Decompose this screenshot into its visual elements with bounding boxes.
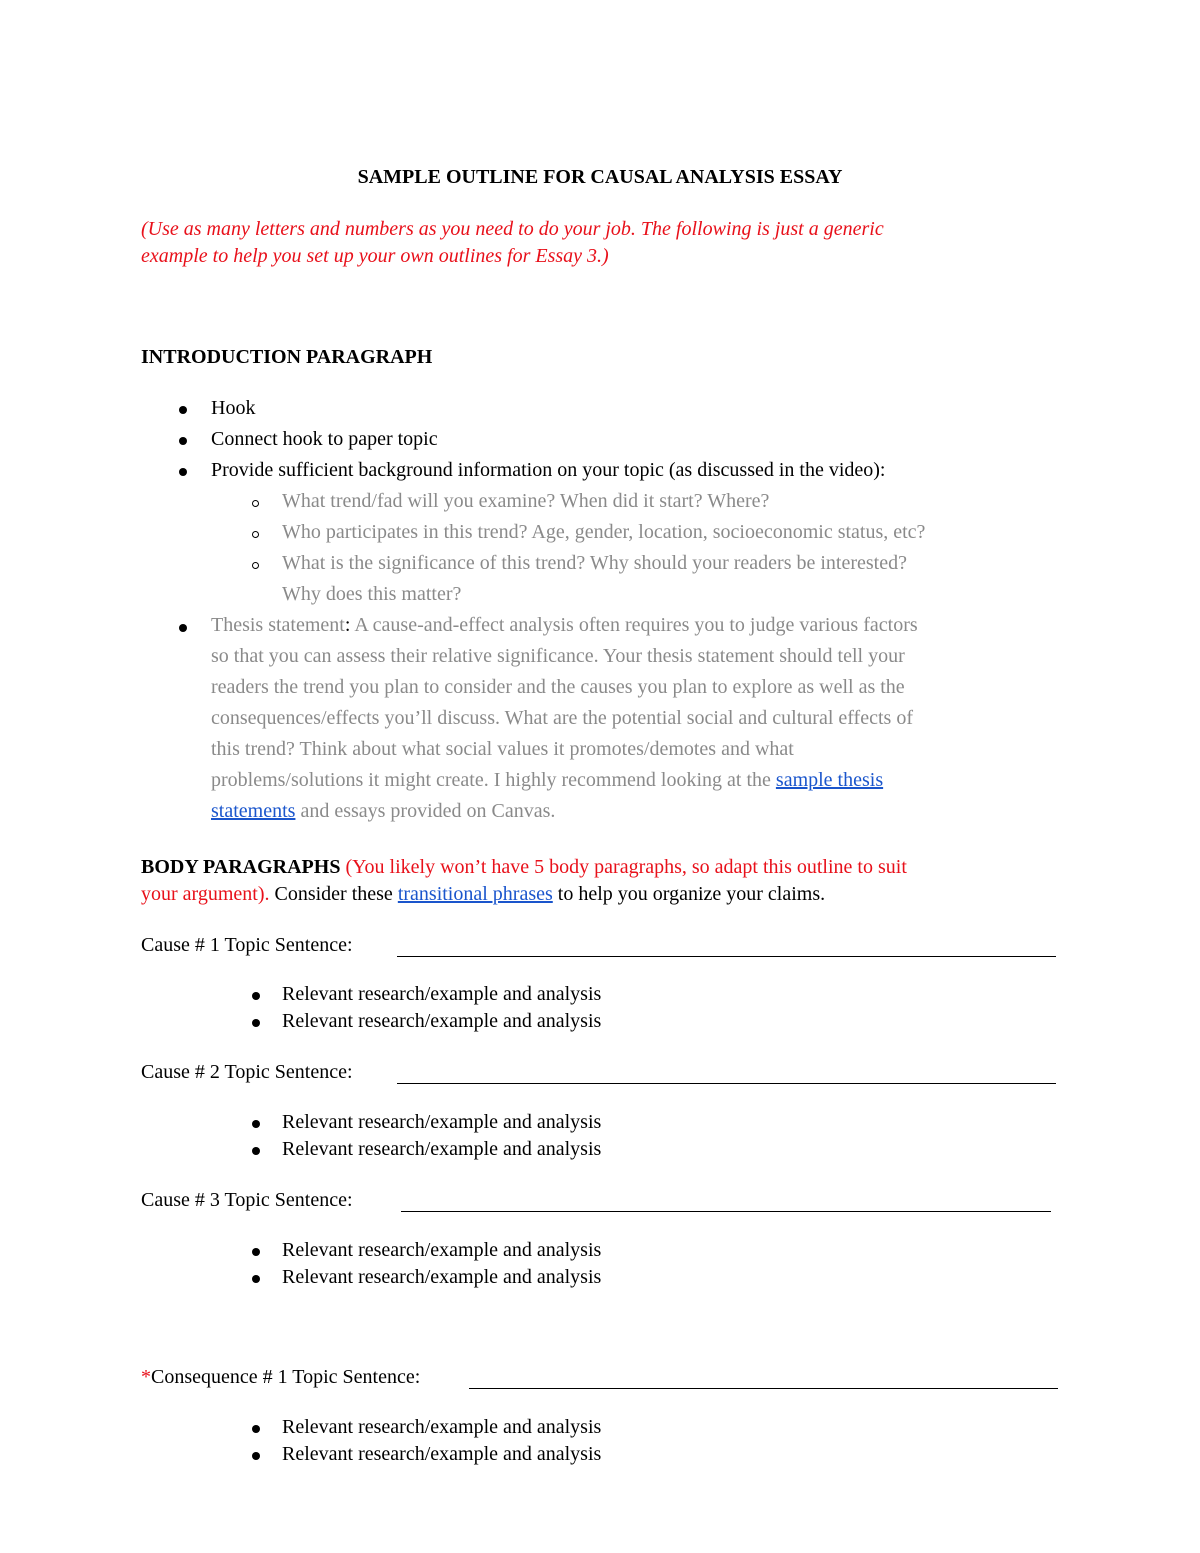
cause-1-blank-line[interactable] [397,956,1056,957]
consequence-1-item-1: Relevant research/example and analysis [282,1416,602,1438]
cause-2-blank-line[interactable] [397,1083,1056,1084]
bullet-icon [252,992,260,1000]
body-red-note-1: (You likely won’t have 5 body paragraphs, so adapt this outline to suit [340,856,907,878]
thesis-colon: : [344,614,355,636]
hollow-bullet-icon [252,500,259,507]
instruction-note-line-1: (Use as many letters and numbers as you need to do your job. The following is just a generic [141,218,884,240]
sample-thesis-link[interactable]: sample thesis [775,769,884,791]
cause-3-item-2: Relevant research/example and analysis [282,1266,602,1288]
cause-3-item-1: Relevant research/example and analysis [282,1239,602,1261]
cause-2-label: Cause # 2 Topic Sentence: [141,1061,353,1083]
thesis-line-7-text: and essays provided on Canvas. [295,800,556,822]
bullet-icon [179,468,187,476]
intro-bullet-connect: Connect hook to paper topic [211,428,438,450]
sample-thesis-link-continued[interactable]: statements [211,800,296,822]
bullet-icon [179,624,187,632]
cause-2-item-2: Relevant research/example and analysis [282,1138,602,1160]
consequence-1-blank-line[interactable] [469,1388,1058,1389]
thesis-line-5: this trend? Think about what social values it promotes/demotes and what [211,738,794,760]
cause-3-label: Cause # 3 Topic Sentence: [141,1189,353,1211]
bullet-icon [252,1019,260,1027]
intro-bullet-hook: Hook [211,397,256,419]
thesis-text-1: A cause-and-effect analysis often requires you to judge various factors [354,614,918,636]
cause-1-label: Cause # 1 Topic Sentence: [141,934,353,956]
thesis-line-6-text: problems/solutions it might create. I highly recommend looking at the [211,769,776,791]
body-heading-line [141,856,907,879]
hollow-bullet-icon [252,562,259,569]
consequence-1-label-line [141,1366,420,1389]
bullet-icon [179,406,187,414]
hollow-bullet-icon [252,531,259,538]
consider-prefix: Consider these [269,883,398,905]
consequence-1-item-2: Relevant research/example and analysis [282,1443,602,1465]
body-heading: BODY PARAGRAPHS [141,856,341,878]
thesis-label: Thesis statement [211,614,345,636]
sub-bullet-significance: What is the significance of this trend? Why should your readers be interested? [282,552,907,574]
intro-heading: INTRODUCTION PARAGRAPH [141,346,433,368]
bullet-icon [252,1147,260,1155]
body-red-note-2: your argument). [141,883,270,905]
thesis-line-6 [211,769,883,792]
cause-1-item-2: Relevant research/example and analysis [282,1010,602,1032]
bullet-icon [252,1248,260,1256]
asterisk-marker: * [141,1366,151,1388]
transitional-phrases-link[interactable]: transitional phrases [397,883,553,905]
page-title: SAMPLE OUTLINE FOR CAUSAL ANALYSIS ESSAY [357,166,843,188]
thesis-line-3: readers the trend you plan to consider and the causes you plan to explore as well as the [211,676,905,698]
intro-bullet-background: Provide sufficient background information on your topic (as discussed in the video): [211,459,886,481]
thesis-line-2: so that you can assess their relative significance. Your thesis statement should tell your [211,645,905,667]
cause-2-item-1: Relevant research/example and analysis [282,1111,602,1133]
bullet-icon [252,1452,260,1460]
consequence-1-label: Consequence # 1 Topic Sentence: [151,1366,421,1388]
body-heading-line-2 [141,883,825,906]
cause-1-item-1: Relevant research/example and analysis [282,983,602,1005]
sub-bullet-trend: What trend/fad will you examine? When did it start? Where? [282,490,770,512]
sub-bullet-participants: Who participates in this trend? Age, gender, location, socioeconomic status, etc? [282,521,926,543]
bullet-icon [179,437,187,445]
instruction-note-line-2: example to help you set up your own outlines for Essay 3.) [141,245,609,267]
bullet-icon [252,1120,260,1128]
thesis-line-4: consequences/effects you’ll discuss. What are the potential social and cultural effects of [211,707,913,729]
cause-3-blank-line[interactable] [401,1211,1051,1212]
thesis-line-7 [211,800,555,823]
consider-suffix: to help you organize your claims. [552,883,826,905]
bullet-icon [252,1275,260,1283]
thesis-line-1 [211,614,918,637]
sub-bullet-significance-continuation: Why does this matter? [282,583,462,605]
bullet-icon [252,1425,260,1433]
